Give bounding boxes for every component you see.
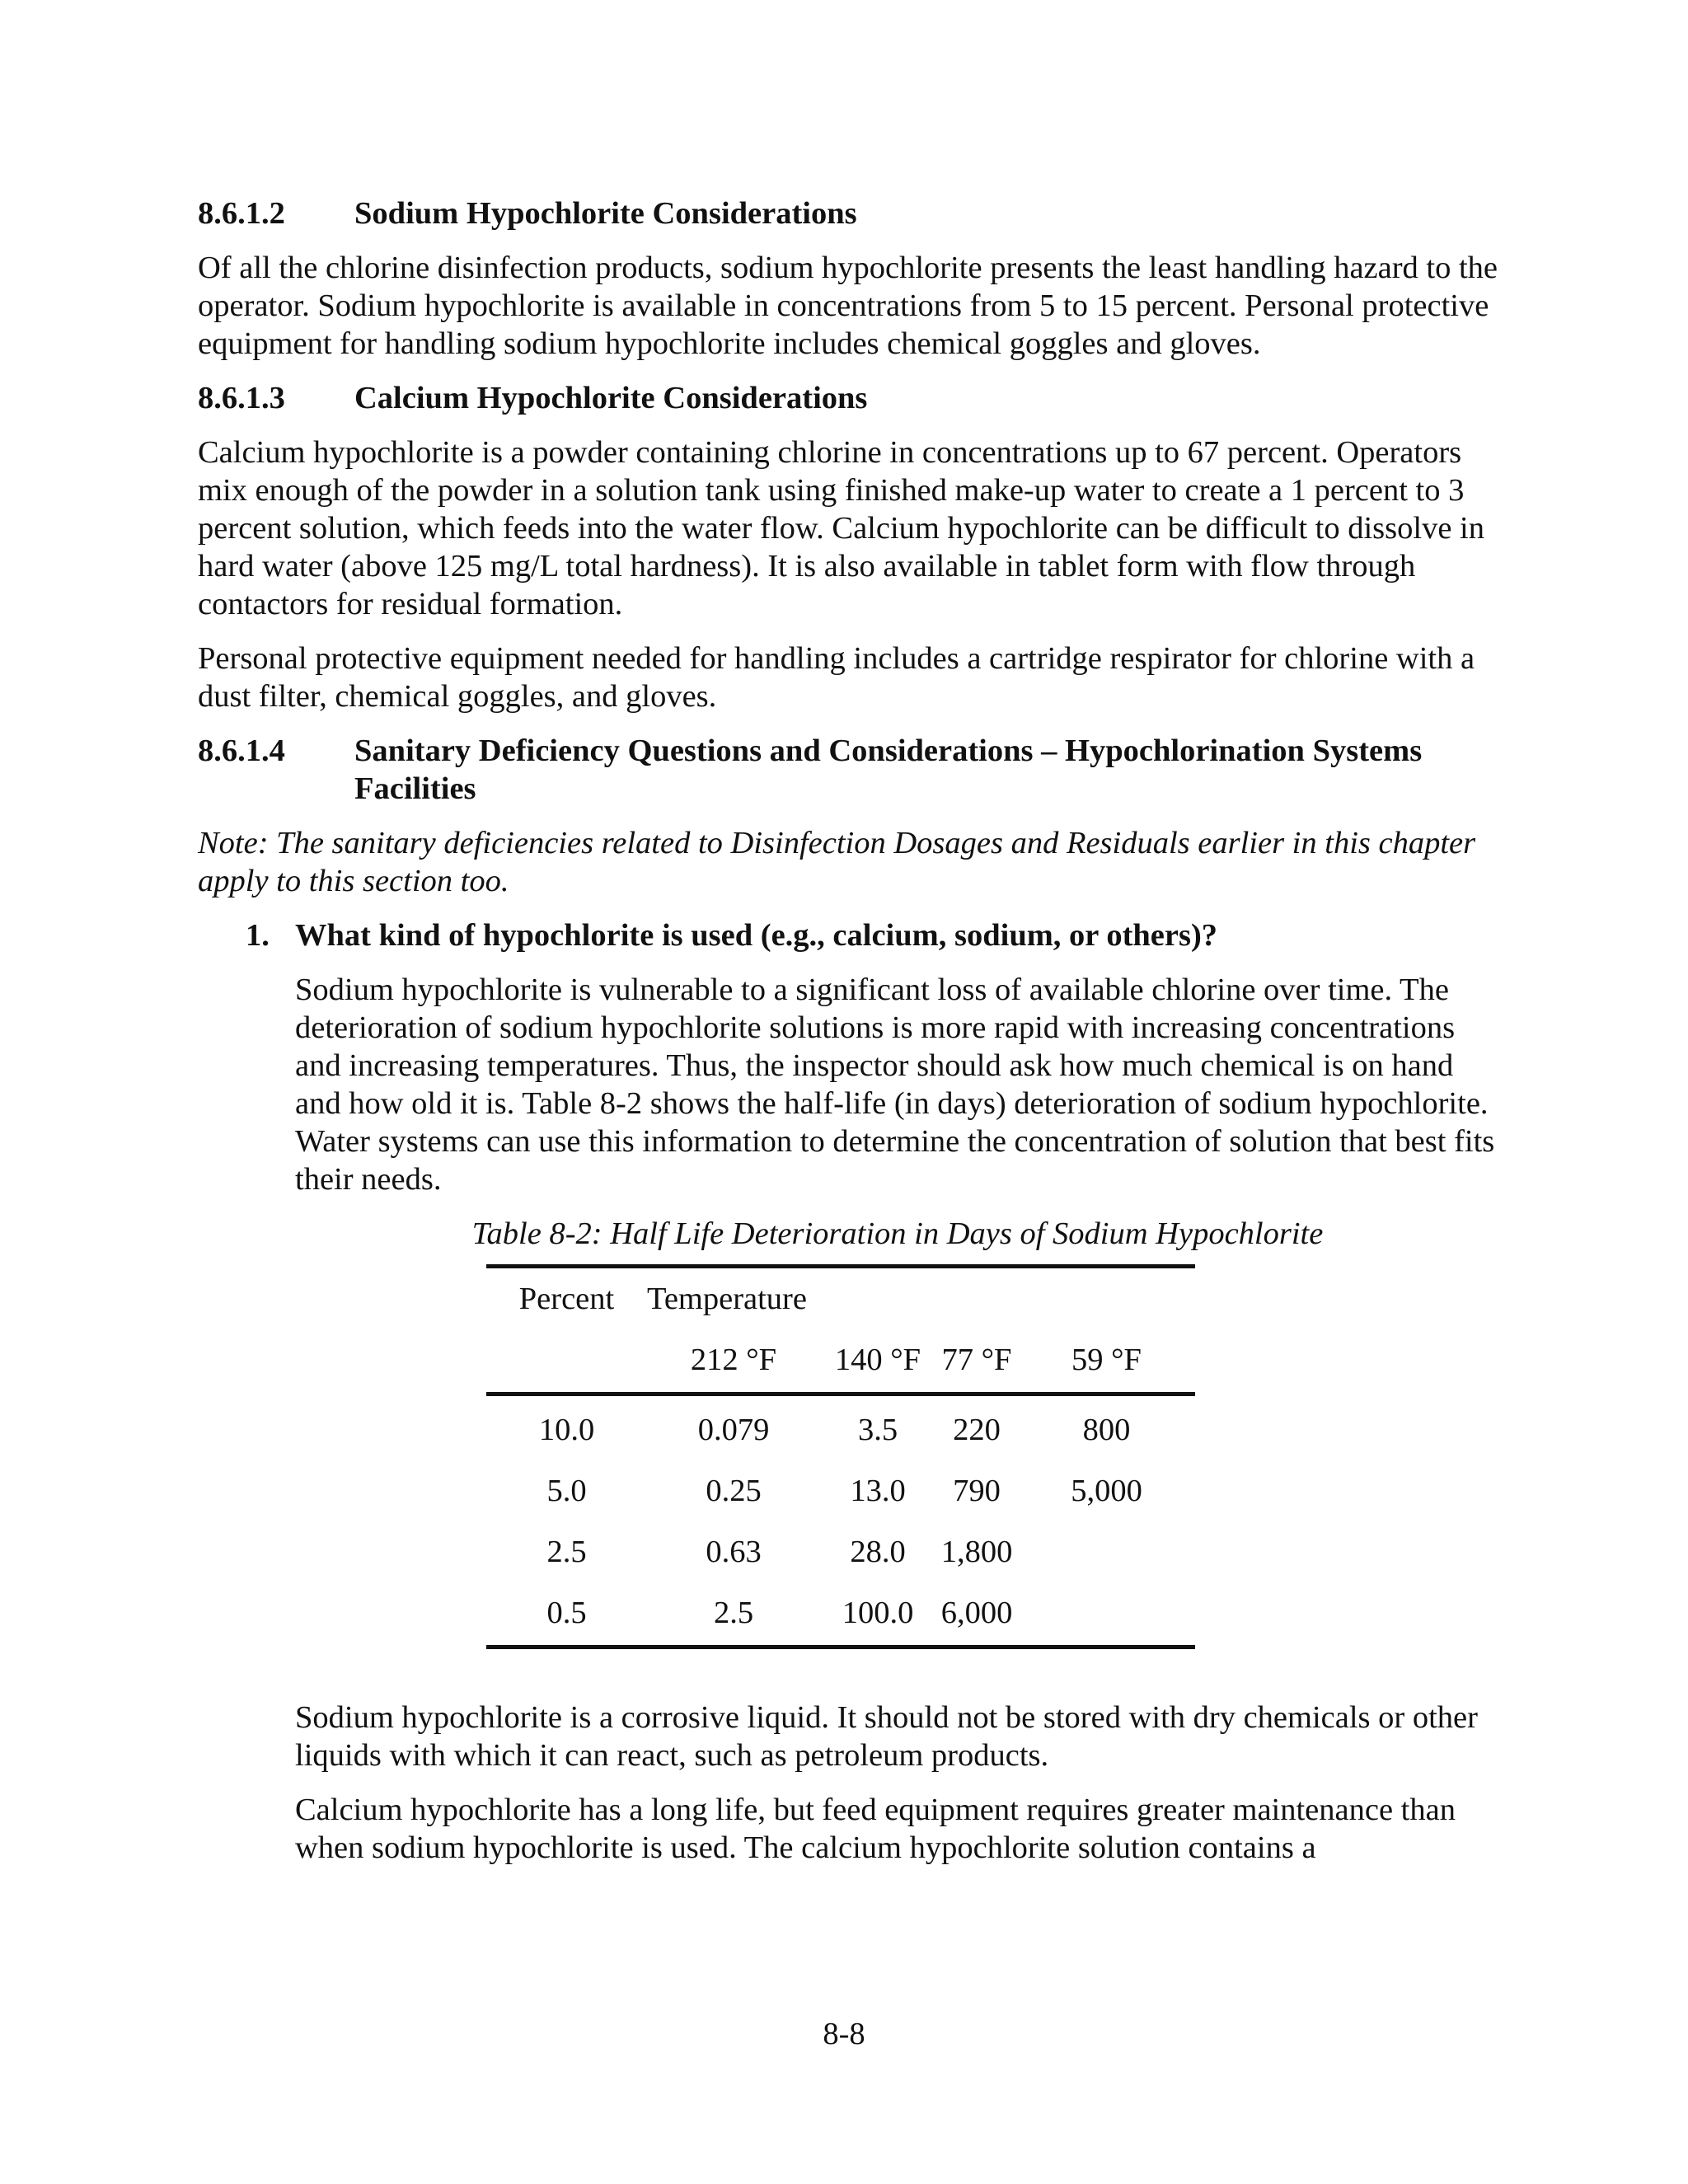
table-header-row [486,1267,1195,1330]
section-number: 8.6.1.2 [198,196,285,231]
paragraph: Calcium hypochlorite has a long life, but feed equipment requires greater maintenance than when sodium hypochlorite is used. The calcium hypochlorite solution contains a [295,1793,1456,1865]
section-number: 8.6.1.4 [198,733,285,768]
header-percent: Percent [486,1267,647,1330]
table-row [486,1394,1195,1461]
table-cell: 5.0 [546,1474,587,1508]
answer-paragraph: Sodium hypochlorite is vulnerable to a significant loss of available chlorine over time. The deterioration of sodium hypochlorite solutions is more rapid with increasing concentrations and increasing temperatures. Thus, the inspector should ask how much chemical is on hand and how old it is. Table 8-2 shows the half-life (in days) deterioration of sodium hypochlorite. Water systems can use this information to determine the concentration of solution that best fits their needs. [295,972,1495,1197]
table-cell: 13.0 [850,1474,906,1508]
table-cell: 800 [1082,1413,1131,1447]
paragraph: Sodium hypochlorite is a corrosive liquid. It should not be stored with dry chemicals or other liquids with which it can react, such as petroleum products. [295,1700,1478,1773]
half-life-table [486,1264,1195,1649]
question-item [198,916,1500,954]
document-page [198,194,1500,1883]
table-cell: 6,000 [935,1582,1018,1647]
note-paragraph: Note: The sanitary deficiencies related to Disinfection Dosages and Residuals earlier in this chapter apply to this section too. [198,826,1476,898]
section-heading-8-6-1-4 [198,732,1500,808]
table-cell: 10.0 [538,1413,595,1447]
table-row [486,1582,1195,1647]
table-cell: 220 [953,1413,1001,1447]
paragraph: Calcium hypochlorite is a powder containing chlorine in concentrations up to 67 percent. Operators mix enough of the powder in a solution tank using finished make-up water to create a 1 percent to 3 percent solution, which feeds into the water flow. Calcium hypochlorite can be difficult to dissolve in hard water (above 125 mg/L total hardness). It is also available in tablet form with flow through contactors for residual formation. [198,435,1484,621]
table-cell: 5,000 [1071,1474,1142,1508]
table-cell: 2.5 [647,1582,820,1647]
table-cell: 3.5 [857,1413,898,1447]
table-cell: 0.5 [486,1582,647,1647]
header-temp-77: 77 °F [935,1329,1018,1394]
section-heading-8-6-1-2 [198,194,1500,232]
table-row [486,1460,1195,1521]
table-cell: 100.0 [820,1582,935,1647]
table-cell: 0.63 [706,1535,762,1569]
table-row [486,1521,1195,1582]
section-heading-8-6-1-3 [198,379,1500,417]
header-temp-59: 59 °F [1018,1329,1195,1394]
table-cell [1018,1521,1195,1582]
paragraph: Of all the chlorine disinfection products, sodium hypochlorite presents the least handling hazard to the operator. Sodium hypochlorite is available in concentrations from 5 to 15 percent. Personal protective equipment for handling sodium hypochlorite includes chemical goggles and gloves. [198,251,1498,361]
section-title: Calcium Hypochlorite Considerations [354,381,868,415]
header-temperature: Temperature [647,1267,1195,1330]
table-cell: 0.25 [706,1474,762,1508]
table-cell: 1,800 [940,1535,1013,1569]
table-caption: Table 8-2: Half Life Deterioration in Days of Sodium Hypochlorite [471,1216,1324,1251]
table-cell: 790 [953,1474,1001,1508]
section-title: Sanitary Deficiency Questions and Considerations – Hypochlorination Systems Facilities [354,733,1423,806]
header-empty [486,1329,647,1394]
table-cell: 2.5 [546,1535,587,1569]
section-number: 8.6.1.3 [198,381,285,415]
question-text: What kind of hypochlorite is used (e.g., calcium, sodium, or others)? [295,918,1218,953]
header-temp-140: 140 °F [820,1329,935,1394]
question-number: 1. [246,918,270,953]
table-subheader-row [486,1329,1195,1394]
header-temp-212: 212 °F [647,1329,820,1394]
table-cell: 0.079 [697,1413,770,1447]
paragraph: Personal protective equipment needed for handling includes a cartridge respirator for chlorine with a dust filter, chemical goggles, and gloves. [198,641,1475,714]
table-cell: 28.0 [850,1535,906,1569]
section-title: Sodium Hypochlorite Considerations [354,196,857,231]
table-cell [1018,1582,1195,1647]
page-number: 8-8 [823,2017,865,2051]
